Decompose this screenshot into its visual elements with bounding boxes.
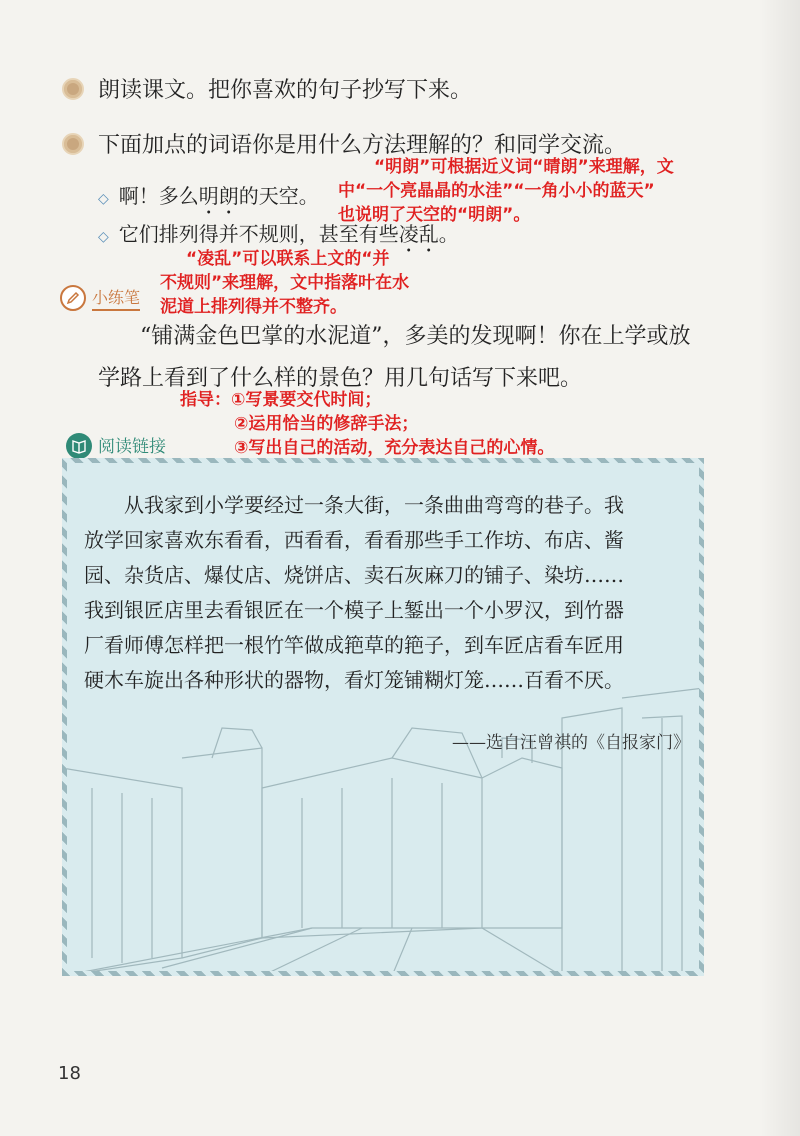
guide-line-1: 指导：①写景要交代时间；	[180, 390, 382, 410]
practice-text-line-2: 学路上看到了什么样的景色？用几句话写下来吧。	[98, 366, 583, 391]
question-badge-icon	[62, 133, 84, 155]
question-1	[62, 76, 472, 106]
question-2-text: 下面加点的词语你是用什么方法理解的？和同学交流。	[98, 133, 627, 158]
diamond-bullet-icon: ◇	[98, 191, 109, 207]
book-icon	[66, 433, 92, 459]
practice-text-line-1: “铺满金色巴掌的水泥道”，多美的发现啊！你在上学或放	[140, 324, 691, 349]
answer-note-2-line-3: 泥道上排列得并不整齐。	[160, 297, 347, 317]
pen-icon	[60, 285, 86, 311]
reading-source: ——选自汪曾祺的《自报家门》	[452, 733, 690, 753]
answer-note-1-line-2: 中“一个亮晶晶的水洼”“一角小小的蓝天”	[338, 181, 655, 201]
reading-line-6: 硬木车旋出各种形状的器物，看灯笼铺糊灯笼……百看不厌。	[84, 668, 624, 692]
question-badge-icon	[62, 78, 84, 100]
emphasized-word-minglang: 明朗	[198, 184, 239, 208]
reading-line-5: 厂看师傅怎样把一根竹竿做成筢草的筢子，到车匠店看车匠用	[84, 633, 624, 657]
page-edge-shade	[760, 0, 800, 1136]
reading-line-1: 从我家到小学要经过一条大街，一条曲曲弯弯的巷子。我	[124, 493, 624, 517]
answer-note-2-line-2: 不规则”来理解，文中指落叶在水	[160, 273, 410, 293]
reading-line-3: 园、杂货店、爆仗店、烧饼店、卖石灰麻刀的铺子、染坊……	[84, 563, 624, 587]
example-sentence-1: ◇ 啊！多么明朗的天空。	[98, 184, 319, 208]
practice-header	[60, 285, 140, 311]
answer-note-2-line-1: “凌乱”可以联系上文的“并	[186, 249, 390, 269]
guide-line-2: ②运用恰当的修辞手法；	[234, 414, 419, 434]
emphasized-word-lingluan: 凌乱	[398, 222, 439, 246]
page-number: 18	[58, 1063, 81, 1084]
reading-link-label: 阅读链接	[98, 432, 166, 460]
guide-line-3: ③写出自己的活动，充分表达自己的心情。	[234, 438, 555, 458]
reading-link-header	[66, 432, 166, 460]
answer-note-1-line-3: 也说明了天空的“明朗”。	[338, 205, 531, 225]
diamond-bullet-icon: ◇	[98, 229, 109, 245]
practice-label: 小练笔	[92, 285, 140, 311]
answer-note-1-line-1: “明朗”可根据近义词“晴朗”来理解，文	[374, 157, 674, 177]
example-sentence-2: ◇ 它们排列得并不规则，甚至有些凌乱。	[98, 222, 459, 246]
reading-line-4: 我到银匠店里去看银匠在一个模子上錾出一个小罗汉，到竹器	[84, 598, 624, 622]
reading-line-2: 放学回家喜欢东看看，西看看，看看那些手工作坊、布店、酱	[84, 528, 624, 552]
question-1-text: 朗读课文。把你喜欢的句子抄写下来。	[98, 78, 473, 103]
